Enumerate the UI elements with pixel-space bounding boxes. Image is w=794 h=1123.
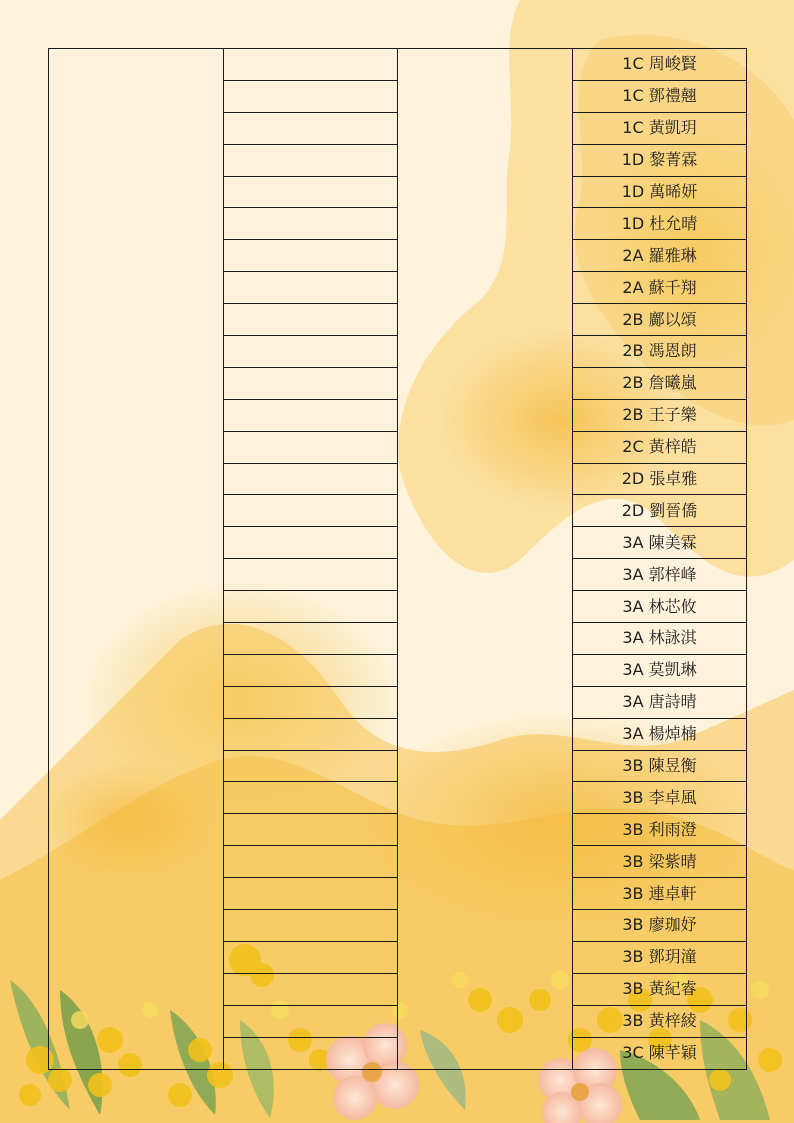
blank-cell: [224, 686, 398, 718]
student-name-cell: 3B 廖珈妤: [573, 910, 747, 942]
blank-cell: [224, 623, 398, 655]
roster-table: [48, 48, 747, 1070]
student-name-cell: 3A 郭梓峰: [573, 559, 747, 591]
merged-blank-column-3: [398, 49, 573, 1070]
blank-cell: [224, 718, 398, 750]
student-name-cell: 2C 黃梓皓: [573, 431, 747, 463]
blank-cell: [224, 367, 398, 399]
blank-cell: [224, 750, 398, 782]
blank-cell: [224, 910, 398, 942]
blank-cell: [224, 80, 398, 112]
student-name-cell: 1C 周峻賢: [573, 49, 747, 81]
student-name-cell: 2B 鄺以頌: [573, 304, 747, 336]
blank-cell: [224, 208, 398, 240]
student-name-cell: 1D 萬晞妍: [573, 176, 747, 208]
student-name-cell: 3A 唐詩晴: [573, 686, 747, 718]
blank-cell: [224, 591, 398, 623]
blank-cell: [224, 272, 398, 304]
blank-cell: [224, 304, 398, 336]
student-name-cell: 2B 王子樂: [573, 399, 747, 431]
student-name-cell: 3A 陳美霖: [573, 527, 747, 559]
student-name-cell: 3B 黃紀睿: [573, 973, 747, 1005]
blank-cell: [224, 144, 398, 176]
blank-cell: [224, 878, 398, 910]
blank-cell: [224, 336, 398, 368]
student-name-cell: 2B 馮恩朗: [573, 336, 747, 368]
student-name-cell: 3A 林芯攸: [573, 591, 747, 623]
blank-cell: [224, 431, 398, 463]
blank-cell: [224, 240, 398, 272]
merged-blank-column-1: [49, 49, 224, 1070]
blank-cell: [224, 49, 398, 81]
student-name-cell: 3B 黃梓綾: [573, 1005, 747, 1037]
blank-cell: [224, 814, 398, 846]
blank-cell: [224, 495, 398, 527]
student-name-cell: 1C 鄧禮翹: [573, 80, 747, 112]
student-name-cell: 3A 林詠淇: [573, 623, 747, 655]
student-name-cell: 2D 劉晉僑: [573, 495, 747, 527]
student-name-cell: 3B 梁紫晴: [573, 846, 747, 878]
blank-cell: [224, 1005, 398, 1037]
blank-cell: [224, 782, 398, 814]
student-name-cell: 3A 莫凱琳: [573, 654, 747, 686]
blank-cell: [224, 176, 398, 208]
blank-cell: [224, 559, 398, 591]
student-name-cell: 2B 詹曦嵐: [573, 367, 747, 399]
student-name-cell: 3C 陳芊穎: [573, 1037, 747, 1069]
blank-cell: [224, 463, 398, 495]
student-name-cell: 1C 黃凱玥: [573, 112, 747, 144]
roster-table-container: [48, 48, 747, 1070]
blank-cell: [224, 527, 398, 559]
student-name-cell: 2D 張卓雅: [573, 463, 747, 495]
blank-cell: [224, 399, 398, 431]
student-name-cell: 3A 楊焯楠: [573, 718, 747, 750]
student-name-cell: 1D 杜允晴: [573, 208, 747, 240]
student-name-cell: 3B 連卓軒: [573, 878, 747, 910]
roster-body: [49, 49, 747, 1070]
blank-cell: [224, 1037, 398, 1069]
blank-cell: [224, 846, 398, 878]
blank-cell: [224, 941, 398, 973]
student-name-cell: 3B 李卓風: [573, 782, 747, 814]
roster-row: [49, 49, 747, 81]
student-name-cell: 2A 蘇千翔: [573, 272, 747, 304]
blank-cell: [224, 654, 398, 686]
student-name-cell: 3B 陳昱衡: [573, 750, 747, 782]
blank-cell: [224, 112, 398, 144]
student-name-cell: 3B 鄧玥潼: [573, 941, 747, 973]
student-name-cell: 1D 黎菁霖: [573, 144, 747, 176]
student-name-cell: 3B 利雨澄: [573, 814, 747, 846]
student-name-cell: 2A 羅雅琳: [573, 240, 747, 272]
blank-cell: [224, 973, 398, 1005]
